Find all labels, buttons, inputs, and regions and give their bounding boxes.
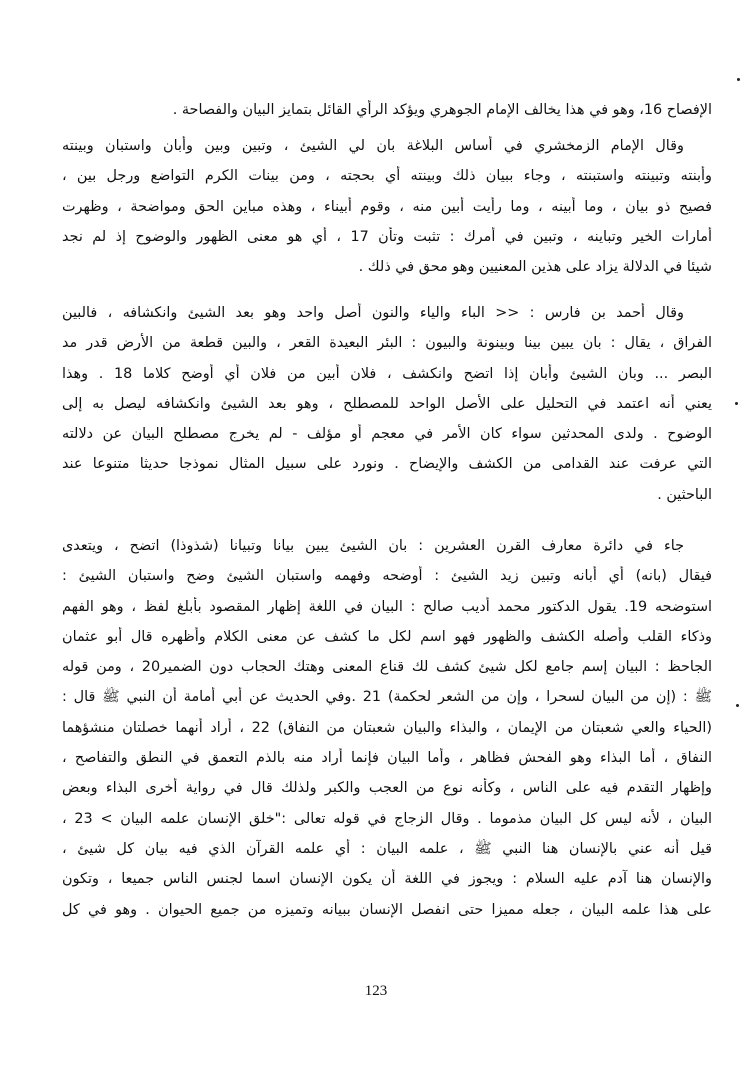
- text-line: ﷺ : (إن من البيان لسحرا ، وإن من الشعر لحكمة) 21 .وفي الحديث عن أبي أمامة أن النبي ﷺ قال :: [62, 689, 712, 706]
- text-line: جاء في دائرة معارف القرن العشرين : بان الشيئ يبين بيانا وتبيانا (شذوذا) اتضح ، ويتعدى: [62, 538, 684, 554]
- text-line: التي عرفت عند القدامى من الكشف والإيضاح . ونورد على سبيل المثال نموذجا حديثا متنوعا عند: [62, 456, 712, 473]
- paragraph-2: [62, 136, 712, 287]
- paragraph-4: [62, 536, 712, 930]
- text-line: الجاحظ : البيان إسم جامع لكل شيئ كشف لك قناع المعنى وهتك الحجاب دون الضمير20 ، ومن قوله: [62, 659, 712, 676]
- text-line: استوضحه 19. يقول الدكتور محمد أديب صالح : البيان في اللغة إظهار المقصود بأبلغ لفظ ، وهو الفهم: [62, 598, 712, 615]
- text-line: على هذا علمه البيان ، جعله مميزا حتى انفصل الإنسان ببيانه وتميزه من جميع الحيوان . وهو في كل: [62, 901, 712, 918]
- text-line: والإنسان هنا آدم عليه السلام : ويجوز في اللغة أن يكون الإنسان اسما لجنس الناس جميعا ، وتكون: [62, 871, 712, 888]
- text-line: فصيح ذو بيان ، وما أبينه ، وما رأيت أبين منه ، وقوم أبيناء ، وهذه مباين الحق ومواضحة ، وظهرت: [62, 198, 712, 215]
- text-line: وذكاء القلب وأصله الكشف والظهور فهو اسم لكل ما كشف عن معنى الكلام وأظهره قال أبو عثمان: [62, 628, 712, 645]
- margin-mark: [736, 704, 739, 707]
- text-line: الوضوح . ولدى المحدثين سواء كان الأمر في معجم أو مؤلف - لم يخرج مصطلح البيان عن دلالته: [62, 426, 712, 443]
- margin-mark: [735, 402, 738, 405]
- text-line: وإظهار التقدم فيه على الناس ، وكأنه نوع من العجب والكبر ولذلك قال في رواية أخرى البذاء وبعض: [62, 780, 712, 797]
- text-line: البيان ، لأنه ليس كل البيان مذموما . وقال الزجاج في قوله تعالى :"خلق الإنسان علمه البيان > 23 ،: [62, 810, 712, 827]
- margin-mark: [737, 78, 740, 81]
- text-line: (الحياء والعي شعبتان من الإيمان ، والبذاء والبيان شعبتان من النفاق) 22 ، أراد أنهما خصلتان منشؤهما: [62, 719, 712, 736]
- paragraph-3: [62, 303, 712, 515]
- text-line: وقال أحمد بن فارس : << الباء والياء والنون أصل واحد وهو بعد الشيئ وانكشافه ، فالبين: [62, 305, 684, 321]
- text-line: الباحثين .: [657, 486, 712, 503]
- text-line: الإفصاح 16، وهو في هذا يخالف الإمام الجوهري ويؤكد الرأي القائل بتمايز البيان والفصاحة .: [172, 102, 712, 118]
- text-line: البصر ... وبان الشيئ وأبان إذا اتضح وانكشف ، فلان أبين من فلان أي أوضح كلاما 18 . وهذا: [62, 365, 712, 382]
- text-line: النفاق ، أما البذاء وهو الفحش فظاهر ، وأما البيان فإنما أراد منه بالذم التعمق في النطق والتفاصح ،: [62, 750, 712, 767]
- text-line: الفراق ، يقال : بان يبين بينا وبينونة والبيون : البئر البعيدة القعر ، والبين قطعة من الأرض قدر مد: [62, 335, 712, 352]
- text-line: قيل أنه عني بالإنسان هنا النبي ﷺ ، علمه البيان : أي علمه القرآن الذي فيه بيان كل شيئ ،: [62, 840, 712, 857]
- page-number: 123: [364, 983, 388, 999]
- text-line: فيقال (بانه) أي أبانه وتبين زيد الشيئ : أوضحه وفهمه واستبان الشيئ وضح واستبان الشيئ :: [62, 568, 712, 585]
- text-line: يعني أنه اعتمد في التحليل على الأصل الواحد للمصطلح ، وهو بعد الشيئ وانكشافه ليصل به إلى: [62, 395, 712, 412]
- text-line: شيئا في الدلالة يزاد على هذين المعنيين وهو محق في ذلك .: [358, 259, 712, 276]
- paragraph-1: [62, 100, 712, 130]
- text-line: أمارات الخير وتباينه ، وتبين في أمرك : تثبت وتأن 17 ، أي هو معنى الظهور والوضوح إذ لم نجد: [62, 228, 712, 245]
- text-line: وقال الإمام الزمخشري في أساس البلاغة بان لي الشيئ ، وتبين وبين وأبان واستبان وبينته: [62, 138, 684, 154]
- text-line: وأبنته وتبينته واستبنته ، وجاء ببيان ذلك وبينته أي بحجته ، ومن بينات الكرم التواضع ورجل بين ،: [62, 168, 712, 185]
